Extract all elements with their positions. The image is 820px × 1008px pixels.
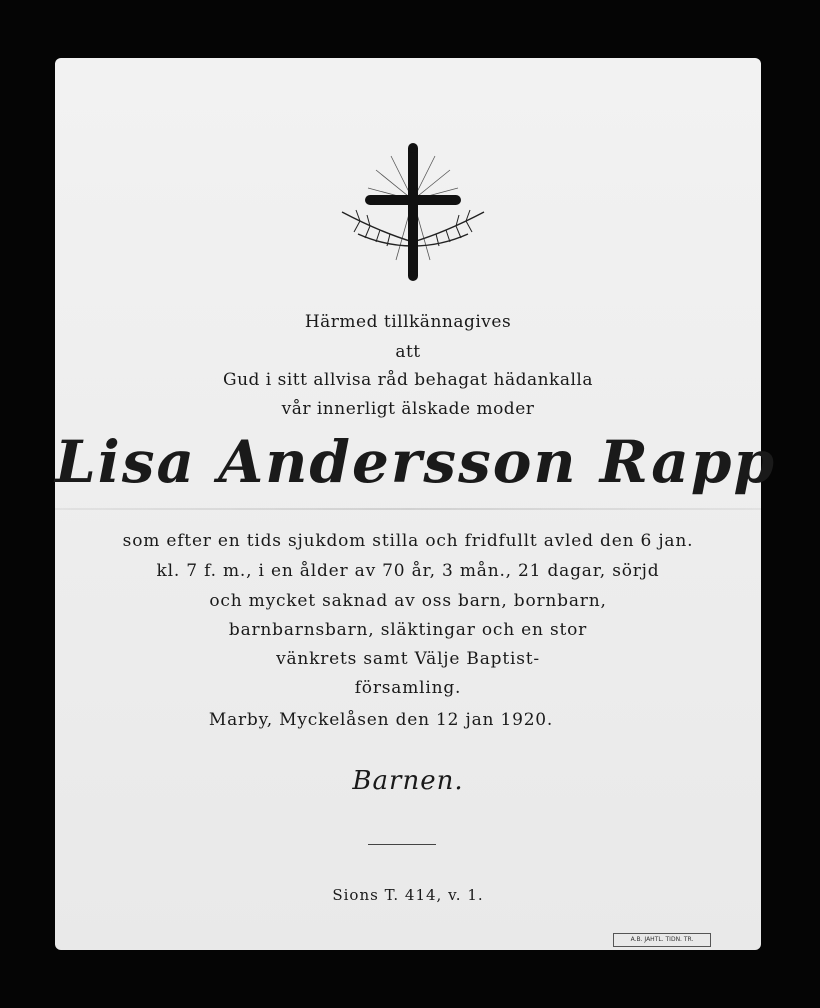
announcement-line-3: Gud i sitt allvisa råd behagat hädankalla bbox=[222, 370, 594, 390]
announcement-line-2: att bbox=[395, 342, 421, 362]
text-line-5: vänkrets samt Välje Baptist- bbox=[276, 649, 540, 669]
text-line-1: som efter en tids sjukdom stilla och fridfullt avled den 6 jan. bbox=[122, 531, 694, 551]
funeral-notice-card bbox=[55, 58, 777, 950]
cross-emblem-icon bbox=[340, 142, 486, 282]
place-date: Marby, Myckelåsen den 12 jan 1920. bbox=[208, 710, 554, 730]
signature: Barnen. bbox=[352, 766, 464, 796]
text-line-3: och mycket saknad av oss barn, bornbarn, bbox=[209, 591, 607, 611]
hymn-reference: Sions T. 414, v. 1. bbox=[332, 886, 484, 904]
deceased-name: Lisa Andersson Rapp bbox=[55, 428, 777, 496]
printer-imprint: A.B. JAHTL. TIDN. TR. bbox=[613, 933, 711, 947]
text-line-2: kl. 7 f. m., i en ålder av 70 år, 3 mån., 21 dagar, sörjd bbox=[156, 561, 660, 581]
announcement-line-1: Härmed tillkännagives bbox=[304, 312, 512, 332]
text-line-6: församling. bbox=[354, 678, 462, 698]
text-line-4: barnbarnsbarn, släktingar och en stor bbox=[228, 620, 588, 640]
announcement-line-4: vår innerligt älskade moder bbox=[281, 399, 535, 419]
paper-fold bbox=[55, 508, 761, 510]
divider-rule bbox=[368, 844, 436, 845]
